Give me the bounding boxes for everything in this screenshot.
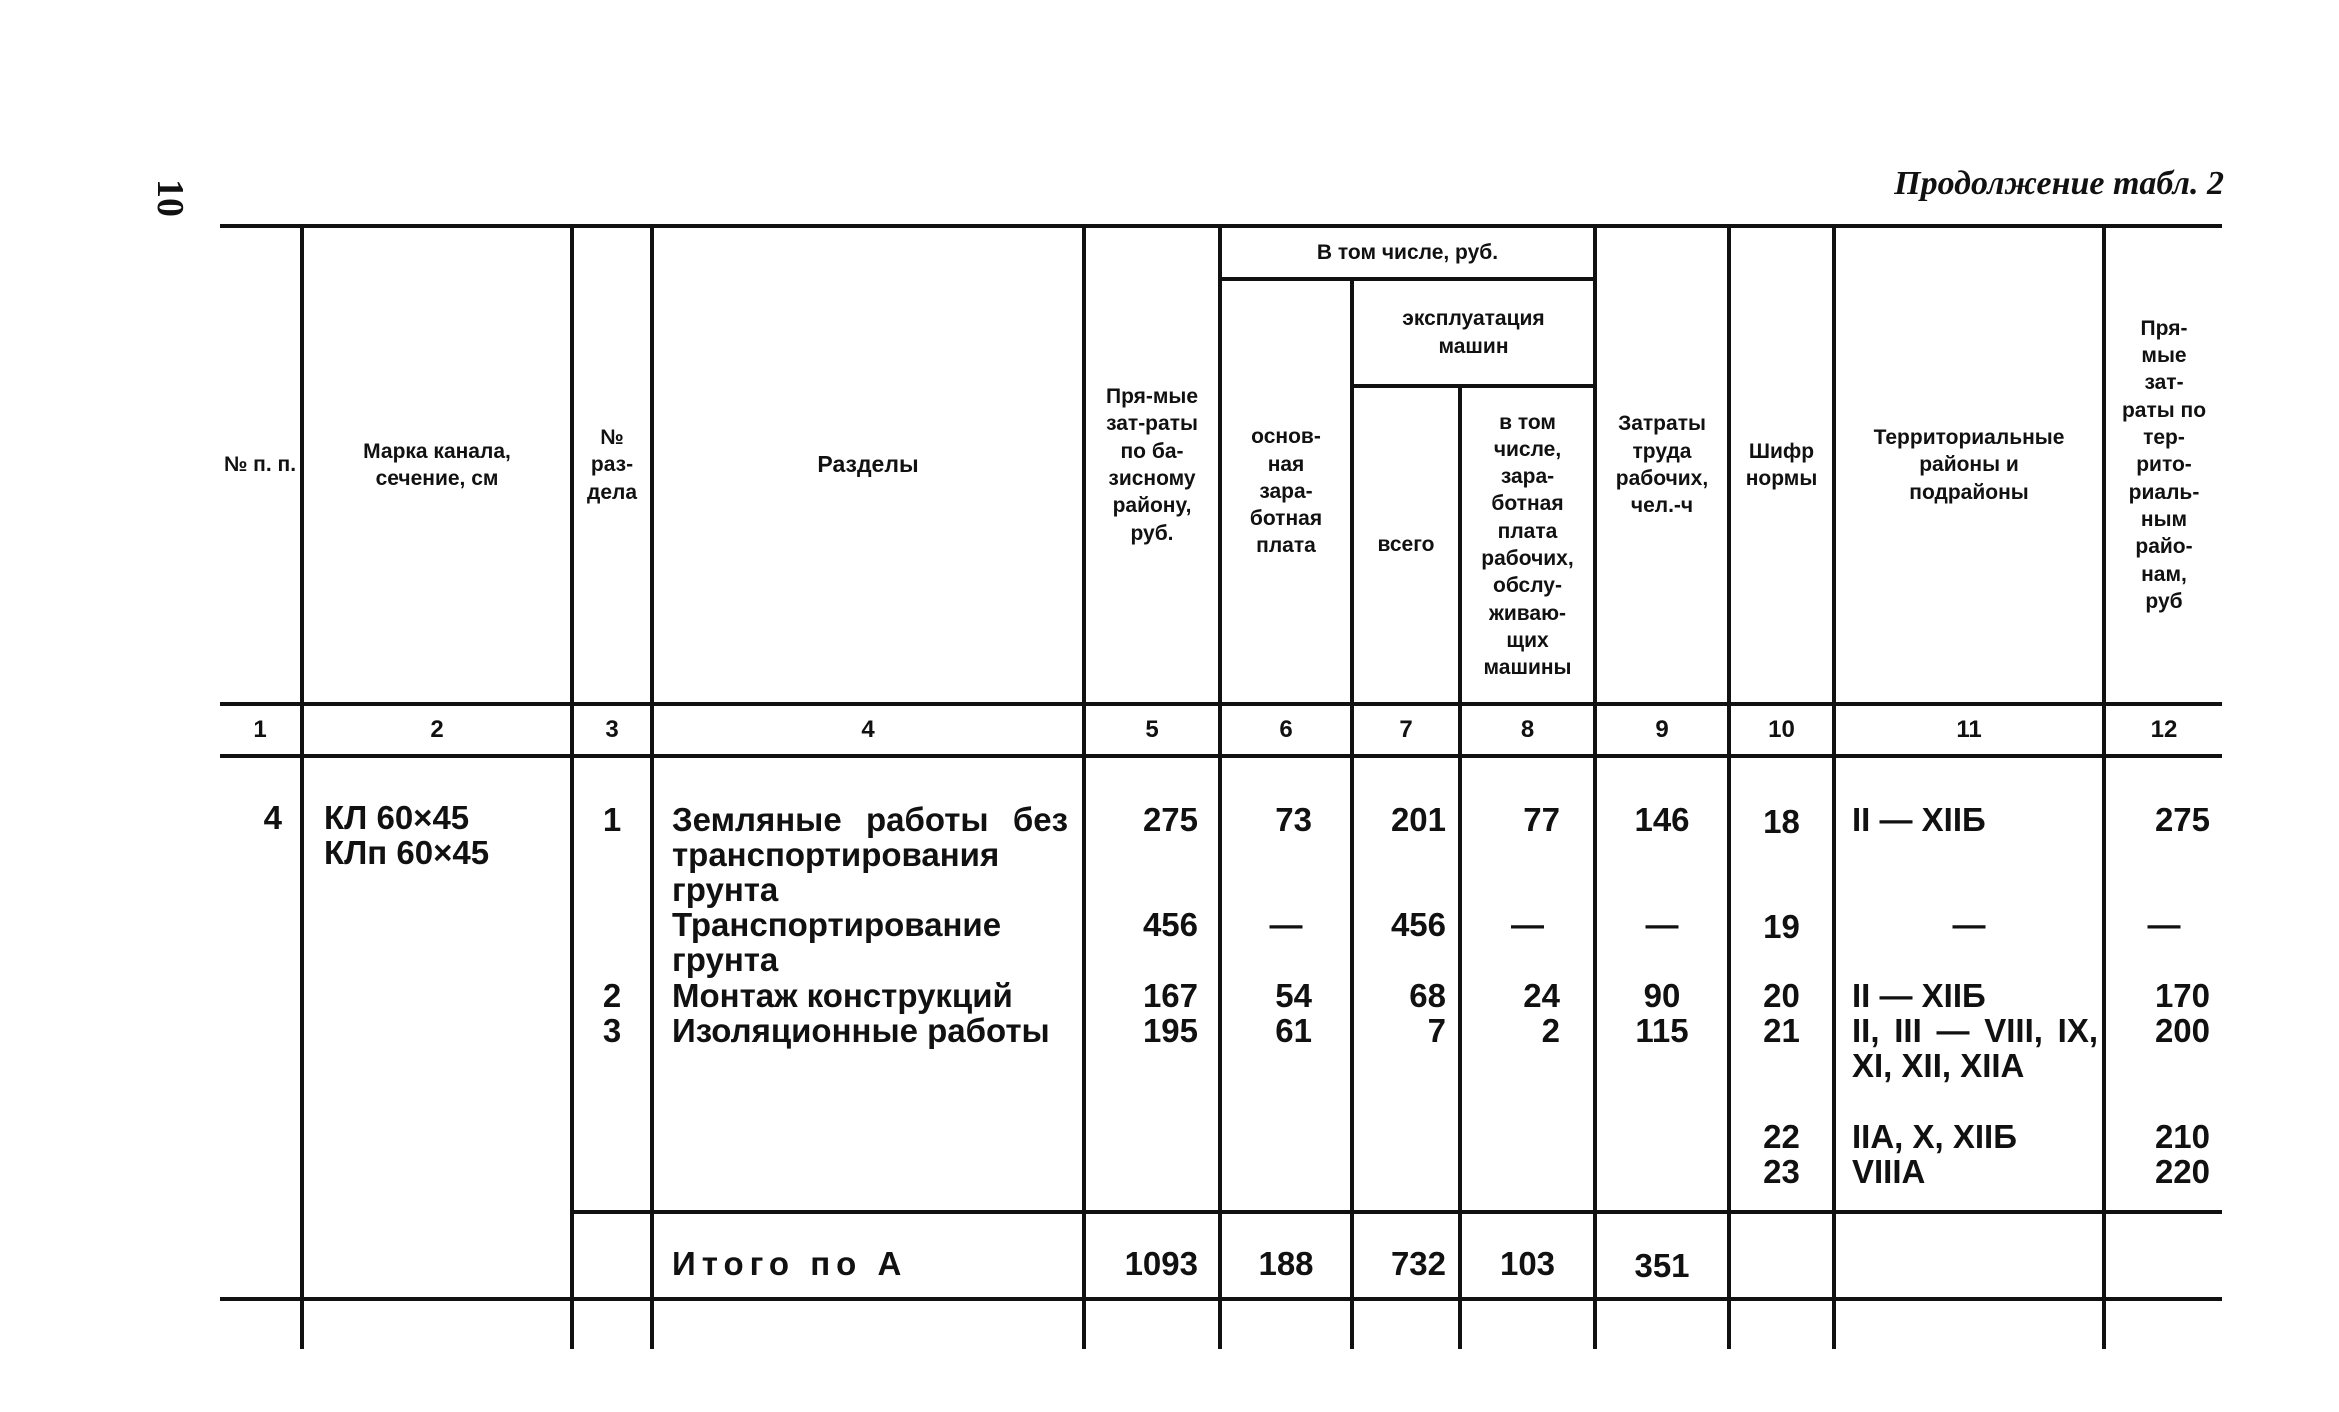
norm-code: 22 bbox=[1763, 1118, 1800, 1155]
rule-total-top bbox=[570, 1210, 2222, 1214]
section-name: Транспортирование грунта bbox=[672, 906, 1002, 978]
header-direct-costs-regions: Пря-мые зат-раты по тер-рито-риаль-ным райо-нам, руб bbox=[2121, 316, 2207, 613]
column-number: 2 bbox=[430, 716, 444, 743]
total-direct-costs-base: 1093 bbox=[1124, 1245, 1198, 1282]
section-name: Изоляционные работы bbox=[672, 1012, 1050, 1049]
header-channel-mark: Марка канала, сечение, см bbox=[363, 439, 511, 490]
column-number: 12 bbox=[2150, 716, 2178, 743]
column-number: 7 bbox=[1399, 716, 1413, 743]
channel-mark: КЛп 60×45 bbox=[324, 834, 490, 871]
column-number: 11 bbox=[1956, 716, 1982, 743]
section-number: 3 bbox=[602, 1012, 622, 1049]
labor-costs: 90 bbox=[1643, 977, 1681, 1014]
column-number: 5 bbox=[1145, 716, 1159, 743]
column-number: 1 bbox=[253, 716, 267, 743]
column-number: 8 bbox=[1520, 716, 1535, 743]
territorial-region: II — XIIБ bbox=[1852, 801, 1986, 838]
table-continuation-label: Продолжение табл. 2 bbox=[1894, 165, 2224, 202]
header-labor-costs: Затраты труда рабочих, чел.-ч bbox=[1615, 412, 1709, 518]
direct-costs-base: 195 bbox=[1142, 1012, 1198, 1049]
column-number: 4 bbox=[861, 716, 875, 743]
labor-costs: 115 bbox=[1635, 1012, 1689, 1049]
territorial-region: — bbox=[1952, 906, 1986, 943]
base-wages: 54 bbox=[1275, 977, 1312, 1014]
direct-costs-regions: — bbox=[2147, 906, 2181, 943]
total-labor-costs: 351 bbox=[1634, 1247, 1690, 1284]
machine-operator-wages: 24 bbox=[1523, 977, 1560, 1014]
norm-code: 20 bbox=[1763, 977, 1800, 1014]
entry-number: 4 bbox=[263, 799, 282, 836]
header-machine-operation: эксплуатация машин bbox=[1402, 307, 1545, 358]
header-direct-costs-base: Пря-мые зат-раты по ба-зисному району, руб. bbox=[1105, 385, 1199, 545]
territorial-region: II, III — VIII, IX, XI, XII, XIIA bbox=[1852, 1012, 2098, 1084]
base-wages: — bbox=[1269, 906, 1303, 943]
total-machine-operator-wages: 103 bbox=[1499, 1245, 1556, 1282]
machines-total: 456 bbox=[1390, 906, 1446, 943]
column-number: 6 bbox=[1279, 716, 1293, 743]
total-machines-total: 732 bbox=[1390, 1245, 1446, 1282]
column-number: 3 bbox=[605, 716, 619, 743]
territorial-region: IIA, X, XIIБ bbox=[1852, 1118, 2017, 1155]
section-number: 1 bbox=[602, 801, 622, 838]
total-label: Итого по А bbox=[672, 1245, 908, 1282]
header-norm-code: Шифр нормы bbox=[1745, 439, 1818, 490]
header-territorial-regions: Территориальные районы и подрайоны bbox=[1873, 426, 2065, 504]
header-including-rub: В том числе, руб. bbox=[1316, 240, 1499, 264]
cost-table bbox=[220, 224, 2222, 1349]
machines-total: 68 bbox=[1409, 977, 1446, 1014]
machine-operator-wages: 2 bbox=[1541, 1012, 1560, 1049]
direct-costs-base: 275 bbox=[1142, 801, 1198, 838]
machines-total: 7 bbox=[1427, 1012, 1446, 1049]
channel-mark: КЛ 60×45 bbox=[324, 799, 470, 836]
base-wages: 73 bbox=[1275, 801, 1312, 838]
direct-costs-base: 456 bbox=[1142, 906, 1198, 943]
column-number: 10 bbox=[1768, 716, 1795, 743]
norm-code: 18 bbox=[1763, 803, 1800, 840]
territorial-region: II — XIIБ bbox=[1852, 977, 1986, 1014]
direct-costs-regions: 200 bbox=[2154, 1012, 2210, 1049]
norm-code: 23 bbox=[1763, 1153, 1800, 1190]
direct-costs-regions: 275 bbox=[2154, 801, 2210, 838]
machine-operator-wages: — bbox=[1511, 906, 1544, 943]
machines-total: 201 bbox=[1390, 801, 1446, 838]
base-wages: 61 bbox=[1275, 1012, 1312, 1049]
direct-costs-base: 167 bbox=[1142, 977, 1198, 1014]
section-name: Земляные работы без транспортирования грунта bbox=[672, 801, 1068, 908]
direct-costs-regions: 170 bbox=[2154, 977, 2210, 1014]
norm-code: 21 bbox=[1763, 1012, 1800, 1049]
header-no: № п. п. bbox=[223, 453, 297, 477]
direct-costs-regions: 220 bbox=[2154, 1153, 2210, 1190]
machine-operator-wages: 77 bbox=[1523, 801, 1560, 838]
header-base-wages: основ-ная зара-ботная плата bbox=[1249, 425, 1323, 558]
total-base-wages: 188 bbox=[1258, 1245, 1314, 1282]
territorial-region: VIIIA bbox=[1852, 1153, 1926, 1190]
norm-code: 19 bbox=[1763, 908, 1800, 945]
header-section-no: № раз-дела bbox=[586, 426, 638, 504]
section-name: Монтаж конструкций bbox=[672, 977, 1013, 1014]
labor-costs: — bbox=[1645, 906, 1679, 943]
header-machine-operator-wages: в том числе, зара-ботная плата рабочих, обслу-живаю-щих машины bbox=[1481, 410, 1574, 680]
section-number: 2 bbox=[602, 977, 622, 1014]
header-machines-total: всего bbox=[1377, 533, 1435, 557]
header-sections: Разделы bbox=[817, 451, 919, 478]
direct-costs-regions: 210 bbox=[2154, 1118, 2210, 1155]
labor-costs: 146 bbox=[1634, 801, 1690, 838]
column-number: 9 bbox=[1655, 716, 1669, 743]
page-number: 10 bbox=[149, 179, 191, 217]
